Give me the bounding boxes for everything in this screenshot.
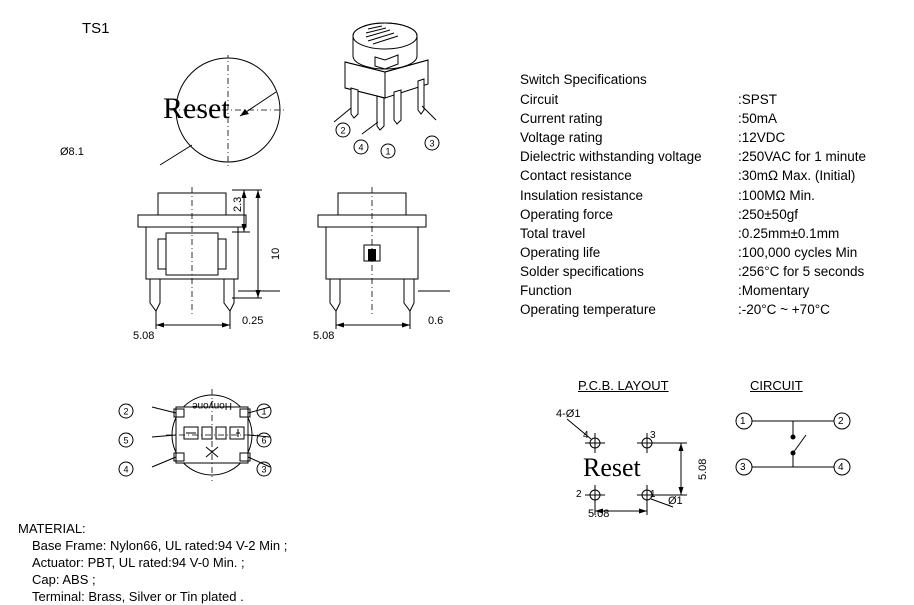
spec-row bbox=[520, 243, 866, 262]
spec-row bbox=[520, 224, 866, 243]
spec-key: Current rating bbox=[520, 111, 603, 127]
spec-row bbox=[520, 262, 866, 281]
dim-2-3-label: 2.3 bbox=[232, 196, 244, 212]
bottom-pin-5 bbox=[118, 432, 134, 448]
iso-pin-1 bbox=[380, 143, 396, 159]
top-view-pointer bbox=[238, 88, 282, 122]
side-view-drawing bbox=[300, 185, 500, 335]
bottom-pin-4 bbox=[118, 461, 134, 477]
svg-text:4: 4 bbox=[123, 464, 129, 475]
spec-key: Voltage rating bbox=[520, 130, 603, 146]
spec-key: Dielectric withstanding voltage bbox=[520, 149, 702, 165]
spec-key: Operating force bbox=[520, 206, 614, 222]
spec-value: :50mA bbox=[738, 111, 778, 127]
iso-pin-2 bbox=[335, 122, 351, 138]
spec-row bbox=[520, 166, 866, 185]
spec-value: :250VAC for 1 minute bbox=[738, 149, 867, 165]
pcb-layout-title: P.C.B. LAYOUT bbox=[578, 378, 669, 393]
iso-pin-3 bbox=[424, 135, 440, 151]
circuit-node-3: 3 bbox=[740, 462, 746, 473]
svg-text:3: 3 bbox=[429, 138, 435, 149]
spec-value: :-20°C ~ +70°C bbox=[738, 302, 830, 318]
spec-value: :Momentary bbox=[738, 283, 810, 299]
pcb-dim-5-08-v: 5.08 bbox=[697, 458, 709, 480]
spec-row bbox=[520, 281, 866, 300]
material-item: Base Frame: Nylon66, UL rated:94 V-2 Min ; bbox=[32, 538, 288, 553]
spec-value: :30mΩ Max. (Initial) bbox=[738, 168, 856, 184]
spec-row bbox=[520, 147, 866, 166]
svg-text:6: 6 bbox=[261, 435, 267, 446]
pcb-hole-note2: Ø1 bbox=[668, 495, 683, 507]
top-view-diameter-label: Ø8.1 bbox=[60, 146, 84, 158]
spec-key: Operating life bbox=[520, 244, 601, 260]
spec-row bbox=[520, 186, 866, 205]
spec-key: Solder specifications bbox=[520, 263, 644, 279]
bottom-pin-6 bbox=[256, 432, 272, 448]
pcb-dim-5-08-h: 5.08 bbox=[588, 508, 610, 520]
spec-key: Operating temperature bbox=[520, 302, 656, 318]
svg-text:3: 3 bbox=[261, 464, 267, 475]
switch-specifications bbox=[520, 70, 866, 319]
circuit-node-4: 4 bbox=[838, 462, 844, 473]
spec-value: :12VDC bbox=[738, 130, 786, 146]
spec-title: Switch Specifications bbox=[520, 72, 647, 87]
dim-0-25-label: 0.25 bbox=[242, 315, 264, 327]
isometric-view-drawing bbox=[320, 10, 480, 170]
material-item: Cap: ABS ; bbox=[32, 572, 96, 587]
svg-text:4: 4 bbox=[358, 142, 364, 153]
spec-row bbox=[520, 128, 866, 147]
material-heading: MATERIAL: bbox=[18, 521, 86, 536]
pcb-pad-2-label: 2 bbox=[576, 489, 582, 500]
material-item: Actuator: PBT, UL rated:94 V-0 Min. ; bbox=[32, 555, 245, 570]
pcb-reset-label: Reset bbox=[583, 453, 641, 482]
spec-key: Insulation resistance bbox=[520, 187, 644, 203]
pcb-hole-note: 4-Ø1 bbox=[556, 408, 581, 420]
spec-key: Function bbox=[520, 283, 572, 299]
spec-value: :250±50gf bbox=[738, 206, 798, 222]
top-view-reset-label: Reset bbox=[163, 92, 230, 125]
iso-pin-4 bbox=[353, 139, 369, 155]
svg-text:2: 2 bbox=[340, 125, 346, 136]
spec-value: :100MΩ Min. bbox=[738, 187, 815, 203]
svg-text:5: 5 bbox=[123, 435, 129, 446]
spec-row bbox=[520, 90, 866, 109]
pcb-pad-1-label: 1 bbox=[650, 489, 656, 500]
bottom-pin-1 bbox=[256, 403, 272, 419]
dim-10-label: 10 bbox=[270, 247, 282, 260]
spec-value: :0.25mm±0.1mm bbox=[738, 225, 840, 241]
spec-key: Circuit bbox=[520, 92, 559, 108]
spec-row bbox=[520, 300, 866, 319]
spec-value: :100,000 cycles Min bbox=[738, 244, 858, 260]
svg-text:2: 2 bbox=[123, 406, 129, 417]
front-view-drawing bbox=[120, 185, 320, 335]
bottom-view-brand: Honyone bbox=[192, 400, 233, 411]
dim-0-6-label: 0.6 bbox=[428, 315, 444, 327]
bottom-pin-2 bbox=[118, 403, 134, 419]
material-block bbox=[18, 520, 287, 605]
spec-key: Total travel bbox=[520, 225, 586, 241]
dim-5-08-left-label: 5.08 bbox=[133, 330, 155, 342]
circuit-drawing bbox=[730, 405, 870, 485]
bottom-pin-3 bbox=[256, 461, 272, 477]
circuit-node-2: 2 bbox=[838, 416, 844, 427]
svg-text:1: 1 bbox=[261, 406, 267, 417]
circuit-node-1: 1 bbox=[740, 416, 746, 427]
material-item: Terminal: Brass, Silver or Tin plated . bbox=[32, 589, 244, 604]
pcb-pad-4-label: 4 bbox=[583, 430, 589, 441]
dim-5-08-right-label: 5.08 bbox=[313, 330, 335, 342]
spec-value: :256°C for 5 seconds bbox=[738, 263, 865, 279]
circuit-title: CIRCUIT bbox=[750, 378, 803, 393]
spec-key: Contact resistance bbox=[520, 168, 632, 184]
spec-row bbox=[520, 109, 866, 128]
page-title: TS1 bbox=[82, 20, 110, 37]
spec-value: :SPST bbox=[738, 92, 778, 108]
pcb-pad-3-label: 3 bbox=[650, 430, 656, 441]
spec-row bbox=[520, 205, 866, 224]
svg-text:1: 1 bbox=[385, 146, 391, 157]
